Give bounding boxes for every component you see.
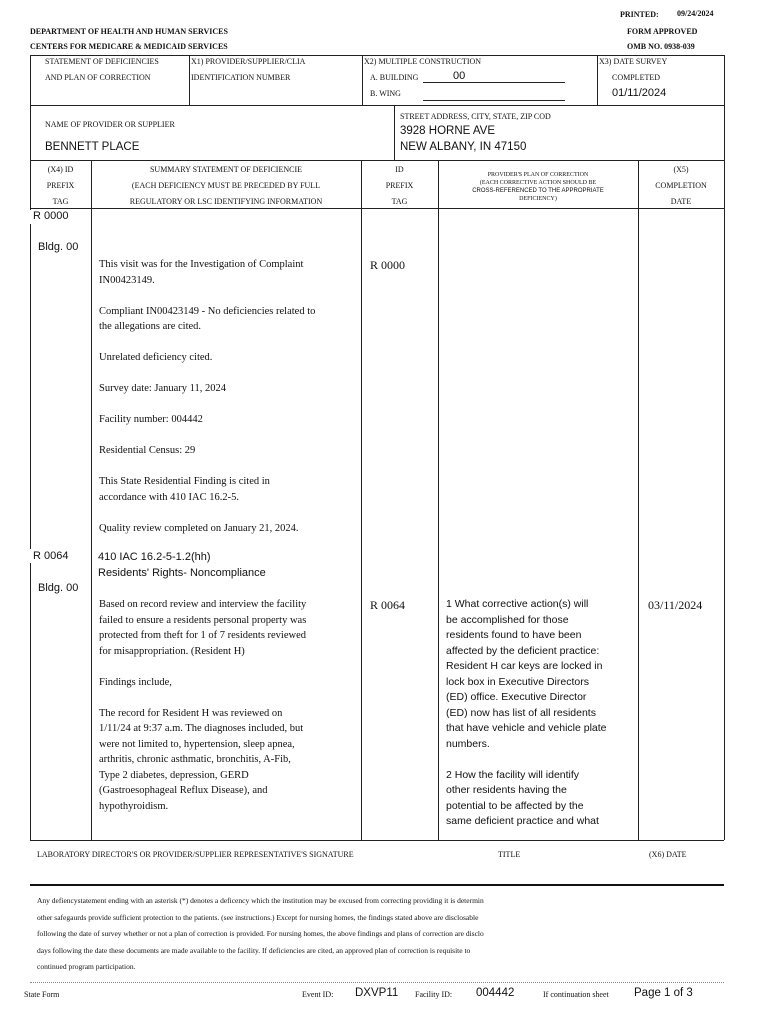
facility-id-label: Facility ID:	[415, 990, 453, 999]
provider-name-label: NAME OF PROVIDER OR SUPPLIER	[45, 120, 175, 129]
date-survey-label: X3) DATE SURVEY	[599, 57, 668, 66]
summary-label-1: SUMMARY STATEMENT OF DEFICIENCIE	[149, 165, 303, 174]
statement-label-2: AND PLAN OF CORRECTION	[45, 73, 151, 82]
r0000-para: Residential Census: 29	[99, 445, 196, 456]
x4-prefix-label: PREFIX	[46, 181, 75, 190]
printed-date: 09/24/2024	[677, 9, 714, 18]
r0064-plan	[446, 597, 636, 845]
plan-para: 1 What corrective action(s) will be accomplished for those residents found to have been affected by the deficient practice: Resident H car keys are locked in lock box in Executive Directors (ED) office. Executive Director (ED) now has list of all residents that have vehicle and vehicle plate numbers.	[446, 598, 607, 750]
title-label: TITLE	[498, 850, 521, 859]
wing-label: B. WING	[370, 89, 401, 98]
r0064-title: Residents' Rights- Noncompliance	[98, 567, 266, 579]
r0064-para: Based on record review and interview the facility failed to ensure a residents personal property was protected from theft for 1 of 7 residents reviewed for misappropriation. (Resident H)	[99, 599, 307, 657]
r0064-tag: R 0064	[33, 550, 69, 562]
signature-label: LABORATORY DIRECTOR'S OR PROVIDER/SUPPLIER REPRESENTATIVE'S SIGNATURE	[37, 850, 354, 859]
form-approved: FORM APPROVED	[627, 27, 698, 36]
completed-label: COMPLETED	[612, 73, 660, 82]
wing-value-line	[423, 88, 565, 101]
survey-date: 01/11/2024	[612, 87, 667, 99]
x4-tag-label: TAG	[52, 197, 69, 206]
x5-label: (X5)	[673, 165, 689, 174]
r0064-para: The record for Resident H was reviewed on 1/11/24 at 9:37 a.m. The diagnoses included, but were not limited to, hypertension, sleep apnea, arthritis, chronic asthmatic, bronchitis, A-Fib, Type 2 diabetes, depression, GERD (Gastroesophageal Reflux Disease), and hypothyroidism.	[99, 707, 304, 812]
summary-label-3: REGULATORY OR LSC IDENTIFYING INFORMATION	[129, 197, 323, 206]
printed-label: PRINTED:	[620, 10, 659, 19]
disclaimer	[37, 893, 727, 976]
street-address: 3928 HORNE AVE	[400, 125, 496, 137]
centers-title: CENTERS FOR MEDICARE & MEDICAID SERVICES	[30, 42, 228, 51]
facility-id: 004442	[476, 987, 515, 999]
disclaimer-line: continued program participation.	[37, 962, 136, 971]
provider-id-label-1: X1) PROVIDER/SUPPLIER/CLIA	[191, 57, 306, 66]
r0000-para: This State Residential Finding is cited in accordance with 410 IAC 16.2-5.	[99, 476, 270, 503]
r0000-para: Unrelated deficiency cited.	[99, 352, 213, 363]
disclaimer-line: Any defiencystatement ending with an asterisk (*) denotes a deficency which the institution may be excused from correcting providing it is determin	[37, 896, 484, 905]
city-state-zip: NEW ALBANY, IN 47150	[400, 141, 527, 153]
event-id-label: Event ID:	[302, 990, 334, 999]
id-label: ID	[395, 165, 404, 174]
r0000-id-tag: R 0000	[370, 258, 406, 272]
id-prefix-label: PREFIX	[385, 181, 414, 190]
r0000-para: Survey date: January 11, 2024	[99, 383, 227, 394]
plan-para: 2 How the facility will identify other residents having the potential to be affected by the same deficient practice and what	[446, 768, 599, 827]
r0064-completion-date: 03/11/2024	[648, 598, 703, 612]
omb-number: OMB NO. 0938-039	[627, 42, 695, 51]
event-id: DXVP11	[355, 987, 399, 999]
plan-label-1: PROVIDER'S PLAN OF CORRECTION	[487, 172, 589, 178]
address-label: STREET ADDRESS, CITY, STATE, ZIP COD	[400, 112, 551, 121]
plan-label-2: (EACH CORRECTIVE ACTION SHOULD BE	[479, 180, 597, 186]
provider-id-label-2: IDENTIFICATION NUMBER	[191, 73, 291, 82]
plan-label-3: CROSS-REFERENCED TO THE APPROPRIATE	[472, 188, 604, 194]
disclaimer-line: following the date of survey whether or not a plan of correction is provided. For nursing homes, the above findings and plans of correction are disclo	[37, 929, 484, 938]
r0000-para: Facility number: 004442	[99, 414, 203, 425]
r0064-para: Findings include,	[99, 676, 172, 688]
r0064-regulation: 410 IAC 16.2-5-1.2(hh)	[98, 551, 211, 563]
page-number: Page 1 of 3	[634, 987, 693, 999]
r0000-para: Quality review completed on January 21, 2024.	[99, 522, 299, 534]
r0064-summary	[99, 597, 357, 830]
disclaimer-line: days following the date these documents are made available to the facility. If deficiencies are cited, an approved plan of correction is requisite to	[37, 945, 471, 955]
r0000-summary	[99, 257, 357, 552]
r0000-tag: R 0000	[33, 210, 69, 222]
r0064-id-tag: R 0064	[370, 598, 406, 612]
r0000-bldg: Bldg. 00	[38, 241, 79, 253]
completion-label: COMPLETION	[655, 181, 707, 190]
building-label: A. BUILDING	[370, 73, 419, 82]
plan-label-4: DEFICIENCY)	[519, 196, 557, 202]
x4-id-label: (X4) ID	[47, 165, 74, 174]
provider-name: BENNETT PLACE	[45, 141, 140, 153]
building-value: 00	[423, 70, 565, 83]
disclaimer-line: other safegaurds provide sufficient protection to the patients. (see instructions.) Except for nursing homes, the findings stated above are disclosable	[37, 912, 479, 922]
state-form-label: State Form	[24, 990, 60, 999]
id-tag-label: TAG	[391, 197, 408, 206]
r0064-bldg: Bldg. 00	[38, 582, 79, 594]
multiple-construction-label: X2) MULTIPLE CONSTRUCTION	[364, 57, 482, 66]
date-label: DATE	[670, 197, 692, 206]
department-title: DEPARTMENT OF HEALTH AND HUMAN SERVICES	[30, 27, 228, 36]
r0000-para: Compliant IN00423149 - No deficiencies related to the allegations are cited.	[99, 305, 316, 332]
x6-date-label: (X6) DATE	[649, 850, 687, 859]
statement-label-1: STATEMENT OF DEFICIENCIES	[45, 57, 159, 66]
continuation-label: If continuation sheet	[543, 990, 609, 999]
summary-label-2: (EACH DEFICIENCY MUST BE PRECEDED BY FULL	[131, 181, 321, 190]
r0000-para: This visit was for the Investigation of Complaint IN00423149.	[99, 259, 304, 286]
